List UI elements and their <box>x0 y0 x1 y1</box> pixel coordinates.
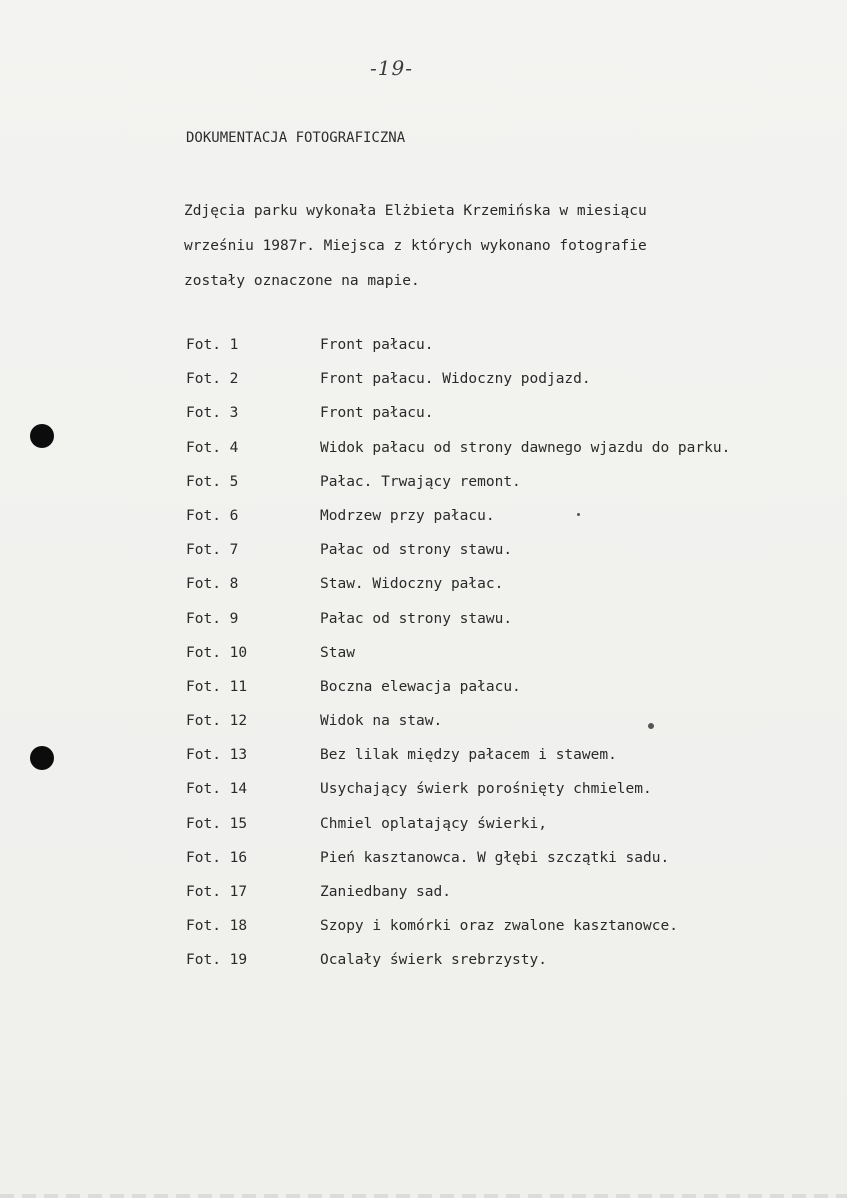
photo-number: Fot. 10 <box>186 644 248 661</box>
list-item <box>186 948 826 982</box>
photo-number: Fot. 11 <box>186 678 248 695</box>
photo-description: Pałac od strony stawu. <box>320 542 513 559</box>
photo-number: Fot. 19 <box>186 952 248 969</box>
photo-description: Chmiel oplatający świerki, <box>320 815 547 832</box>
ink-speck <box>648 723 654 729</box>
photo-number: Fot. 6 <box>186 507 239 524</box>
photo-number: Fot. 17 <box>186 884 248 900</box>
photo-number: Fot. 12 <box>186 713 248 730</box>
list-item <box>186 572 826 606</box>
list-item <box>186 777 826 811</box>
list-item <box>186 914 826 948</box>
photo-description: Front pałacu. <box>320 405 434 422</box>
photo-number: Fot. 13 <box>186 747 248 764</box>
punch-hole <box>30 746 54 770</box>
photo-description: Front pałacu. <box>320 337 434 353</box>
page-number: -19- <box>370 56 413 80</box>
photo-description: Zaniedbany sad. <box>320 884 451 900</box>
list-item <box>186 538 826 572</box>
list-item <box>186 846 826 880</box>
photo-description: Front pałacu. Widoczny podjazd. <box>320 371 591 388</box>
photo-number: Fot. 14 <box>186 781 248 798</box>
list-item <box>186 743 826 777</box>
list-item <box>186 812 826 846</box>
page-title: DOKUMENTACJA FOTOGRAFICZNA <box>186 130 406 146</box>
photo-list <box>186 333 826 983</box>
photo-number: Fot. 15 <box>186 815 248 832</box>
photo-number: Fot. 18 <box>186 918 248 935</box>
photo-description: Pałac od strony stawu. <box>320 610 513 627</box>
photo-description: Widok na staw. <box>320 713 443 730</box>
photo-description: Modrzew przy pałacu. <box>320 507 495 524</box>
list-item <box>186 401 826 435</box>
list-item <box>186 675 826 709</box>
photo-number: Fot. 7 <box>186 542 239 559</box>
photo-description: Pień kasztanowca. W głębi szczątki sadu. <box>320 849 670 866</box>
photo-description: Staw <box>320 644 355 661</box>
photo-number: Fot. 3 <box>186 405 239 422</box>
photo-number: Fot. 5 <box>186 473 239 490</box>
list-item <box>186 470 826 504</box>
intro-line: wrześniu 1987r. Miejsca z których wykonano fotografie <box>184 238 647 254</box>
photo-description: Boczna elewacja pałacu. <box>320 678 521 695</box>
list-item <box>186 367 826 401</box>
photo-description: Usychający świerk porośnięty chmielem. <box>320 781 652 798</box>
photo-description: Staw. Widoczny pałac. <box>320 576 504 593</box>
photo-number: Fot. 16 <box>186 849 248 866</box>
list-item <box>186 607 826 641</box>
photo-description: Widok pałacu od strony dawnego wjazdu do parku. <box>320 439 731 456</box>
intro-line: Zdjęcia parku wykonała Elżbieta Krzemińska w miesiącu <box>184 203 647 219</box>
photo-number: Fot. 9 <box>186 610 239 627</box>
intro-line: zostały oznaczone na mapie. <box>184 273 420 289</box>
photo-number: Fot. 2 <box>186 371 239 388</box>
photo-description: Ocalały świerk srebrzysty. <box>320 952 547 969</box>
scan-edge <box>0 1194 847 1198</box>
list-item <box>186 709 826 743</box>
punch-hole <box>30 424 54 448</box>
photo-description: Pałac. Trwający remont. <box>320 473 521 490</box>
list-item <box>186 880 826 914</box>
photo-number: Fot. 8 <box>186 576 239 593</box>
photo-number: Fot. 1 <box>186 337 239 353</box>
list-item <box>186 641 826 675</box>
photo-description: Szopy i komórki oraz zwalone kasztanowce. <box>320 918 678 935</box>
photo-description: Bez lilak między pałacem i stawem. <box>320 747 617 764</box>
photo-number: Fot. 4 <box>186 439 239 456</box>
intro-paragraph <box>184 194 784 299</box>
list-item <box>186 504 826 538</box>
ink-speck <box>577 513 580 516</box>
list-item <box>186 436 826 470</box>
list-item <box>186 333 826 367</box>
